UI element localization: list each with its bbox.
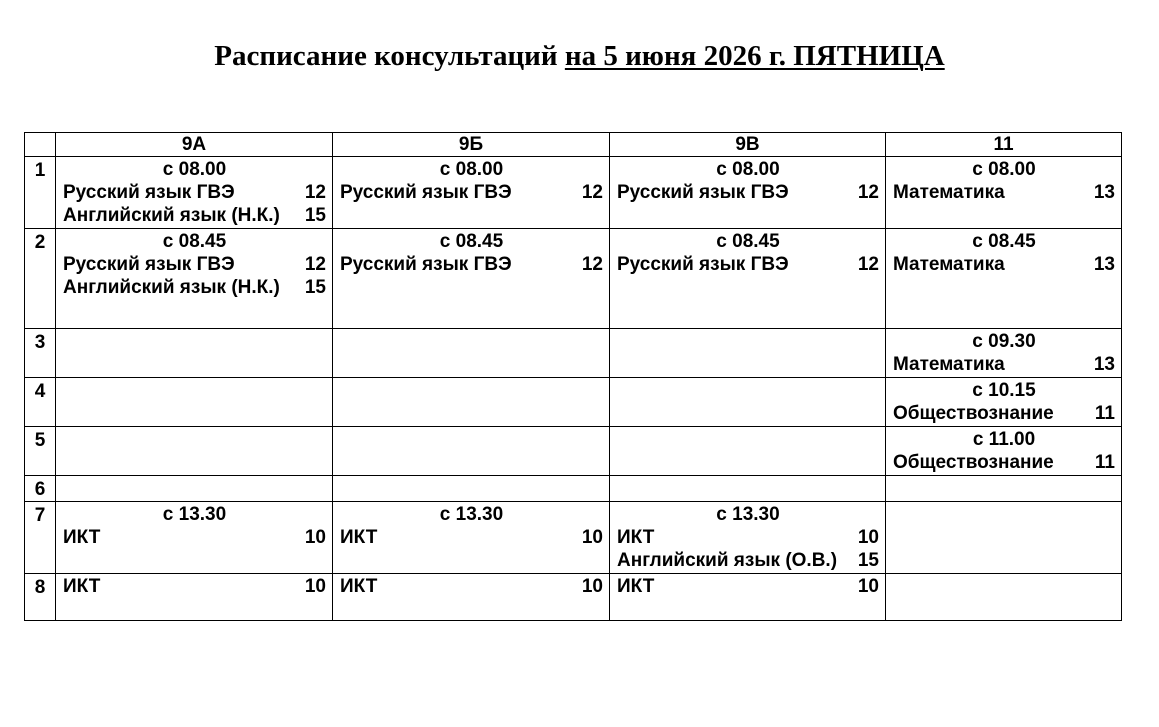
subject-entry [63, 526, 326, 549]
subject-name: ИКТ [63, 527, 101, 548]
room-number: 15 [304, 205, 326, 226]
subject-name: Обществознание [893, 452, 1054, 473]
lesson-number: 1 [25, 157, 56, 229]
schedule-cell [610, 378, 886, 427]
subject-entry [893, 253, 1115, 276]
subject-entry [340, 181, 603, 204]
subject-entry [63, 253, 326, 276]
lesson-number: 4 [25, 378, 56, 427]
room-number: 10 [304, 576, 326, 597]
consultation-time: с 08.00 [716, 159, 780, 180]
room-number: 10 [857, 576, 879, 597]
schedule-cell [886, 427, 1122, 476]
subject-entry [617, 575, 879, 598]
consultation-time: с 13.30 [716, 504, 780, 525]
consultation-time: с 08.00 [972, 159, 1036, 180]
schedule-cell [56, 229, 333, 329]
table-row [25, 502, 1122, 574]
consultation-time: с 08.00 [162, 159, 227, 180]
subject-name: Английский язык (Н.К.) [63, 205, 280, 226]
lesson-number: 2 [25, 229, 56, 329]
subject-name: ИКТ [340, 576, 378, 597]
table-row [25, 476, 1122, 502]
schedule-cell [333, 329, 610, 378]
schedule-cell [333, 427, 610, 476]
subject-name: Математика [893, 254, 1005, 275]
consultation-time: с 13.30 [162, 504, 227, 525]
subject-name: Русский язык ГВЭ [340, 182, 512, 203]
table-row [25, 427, 1122, 476]
subject-name: Обществознание [893, 403, 1054, 424]
subject-entry [893, 181, 1115, 204]
header-cell-class: 9Б [333, 133, 610, 157]
subject-entry [63, 575, 326, 598]
subject-name: ИКТ [63, 576, 101, 597]
lesson-number: 3 [25, 329, 56, 378]
header-cell-class: 11 [886, 133, 1122, 157]
schedule-cell [333, 476, 610, 502]
subject-name: Русский язык ГВЭ [340, 254, 512, 275]
subject-name: ИКТ [617, 576, 655, 597]
header-cell-class: 9А [56, 133, 333, 157]
room-number: 13 [1093, 254, 1115, 275]
subject-name: Математика [893, 182, 1005, 203]
schedule-cell [886, 378, 1122, 427]
schedule-cell [886, 574, 1122, 621]
room-number: 10 [581, 527, 603, 548]
schedule-cell [886, 476, 1122, 502]
schedule-cell [333, 574, 610, 621]
room-number: 11 [1094, 403, 1115, 424]
schedule-cell [56, 157, 333, 229]
title-date: на 5 июня 2026 г. ПЯТНИЦА [564, 40, 945, 72]
consultation-time: с 11.00 [972, 429, 1036, 450]
schedule-cell [56, 329, 333, 378]
room-number: 10 [304, 527, 326, 548]
subject-entry [893, 451, 1115, 474]
room-number: 15 [857, 550, 879, 571]
subject-entry [893, 353, 1115, 376]
room-number: 10 [581, 576, 603, 597]
subject-entry [617, 253, 879, 276]
subject-entry [617, 549, 879, 572]
subject-entry [617, 526, 879, 549]
schedule-cell [610, 476, 886, 502]
subject-entry [340, 526, 603, 549]
schedule-cell [56, 502, 333, 574]
schedule-cell [610, 502, 886, 574]
consultation-time: с 08.45 [972, 231, 1036, 252]
subject-name: Английский язык (О.В.) [617, 550, 838, 571]
schedule-cell [56, 378, 333, 427]
consultation-time: с 08.45 [716, 231, 780, 252]
subject-name: ИКТ [340, 527, 378, 548]
schedule-body [25, 157, 1122, 621]
subject-entry [63, 204, 326, 227]
schedule-cell [886, 329, 1122, 378]
subject-name: Английский язык (Н.К.) [63, 277, 280, 298]
subject-name: ИКТ [617, 527, 655, 548]
room-number: 15 [304, 277, 326, 298]
room-number: 12 [581, 254, 603, 275]
header-row [25, 133, 1122, 157]
subject-name: Русский язык ГВЭ [63, 254, 235, 275]
lesson-number: 6 [25, 476, 56, 502]
table-row [25, 574, 1122, 621]
subject-name: Русский язык ГВЭ [617, 182, 789, 203]
room-number: 12 [304, 182, 326, 203]
consultation-time: с 08.45 [162, 231, 227, 252]
schedule-cell [333, 502, 610, 574]
subject-entry [63, 276, 326, 299]
consultation-time: с 08.00 [439, 159, 504, 180]
room-number: 10 [857, 527, 879, 548]
lesson-number: 7 [25, 502, 56, 574]
schedule-cell [886, 229, 1122, 329]
consultation-time: с 10.15 [972, 380, 1036, 401]
schedule-cell [610, 574, 886, 621]
room-number: 12 [581, 182, 603, 203]
subject-name: Математика [893, 354, 1005, 375]
room-number: 13 [1093, 354, 1115, 375]
subject-entry [340, 253, 603, 276]
schedule-cell [610, 427, 886, 476]
header-cell-num [25, 133, 56, 157]
room-number: 13 [1093, 182, 1115, 203]
table-row [25, 329, 1122, 378]
schedule-cell [886, 157, 1122, 229]
schedule-cell [333, 229, 610, 329]
schedule-cell [333, 157, 610, 229]
room-number: 12 [304, 254, 326, 275]
schedule-cell [610, 329, 886, 378]
subject-entry [340, 575, 603, 598]
page-title [0, 38, 1159, 74]
room-number: 12 [857, 182, 879, 203]
subject-entry [893, 402, 1115, 425]
subject-entry [617, 181, 879, 204]
schedule-cell [610, 229, 886, 329]
table-row [25, 378, 1122, 427]
schedule-table [24, 132, 1122, 621]
schedule-cell [610, 157, 886, 229]
room-number: 11 [1094, 452, 1115, 473]
schedule-cell [886, 502, 1122, 574]
schedule-cell [56, 427, 333, 476]
consultation-time: с 13.30 [439, 504, 504, 525]
title-prefix: Расписание консультаций [214, 40, 565, 72]
schedule-cell [56, 476, 333, 502]
consultation-time: с 08.45 [439, 231, 504, 252]
subject-name: Русский язык ГВЭ [617, 254, 789, 275]
table-row [25, 157, 1122, 229]
header-cell-class: 9В [610, 133, 886, 157]
consultation-time: с 09.30 [972, 331, 1036, 352]
schedule-cell [333, 378, 610, 427]
subject-name: Русский язык ГВЭ [63, 182, 235, 203]
subject-entry [63, 181, 326, 204]
table-row [25, 229, 1122, 329]
schedule-cell [56, 574, 333, 621]
room-number: 12 [857, 254, 879, 275]
lesson-number: 8 [25, 574, 56, 621]
lesson-number: 5 [25, 427, 56, 476]
